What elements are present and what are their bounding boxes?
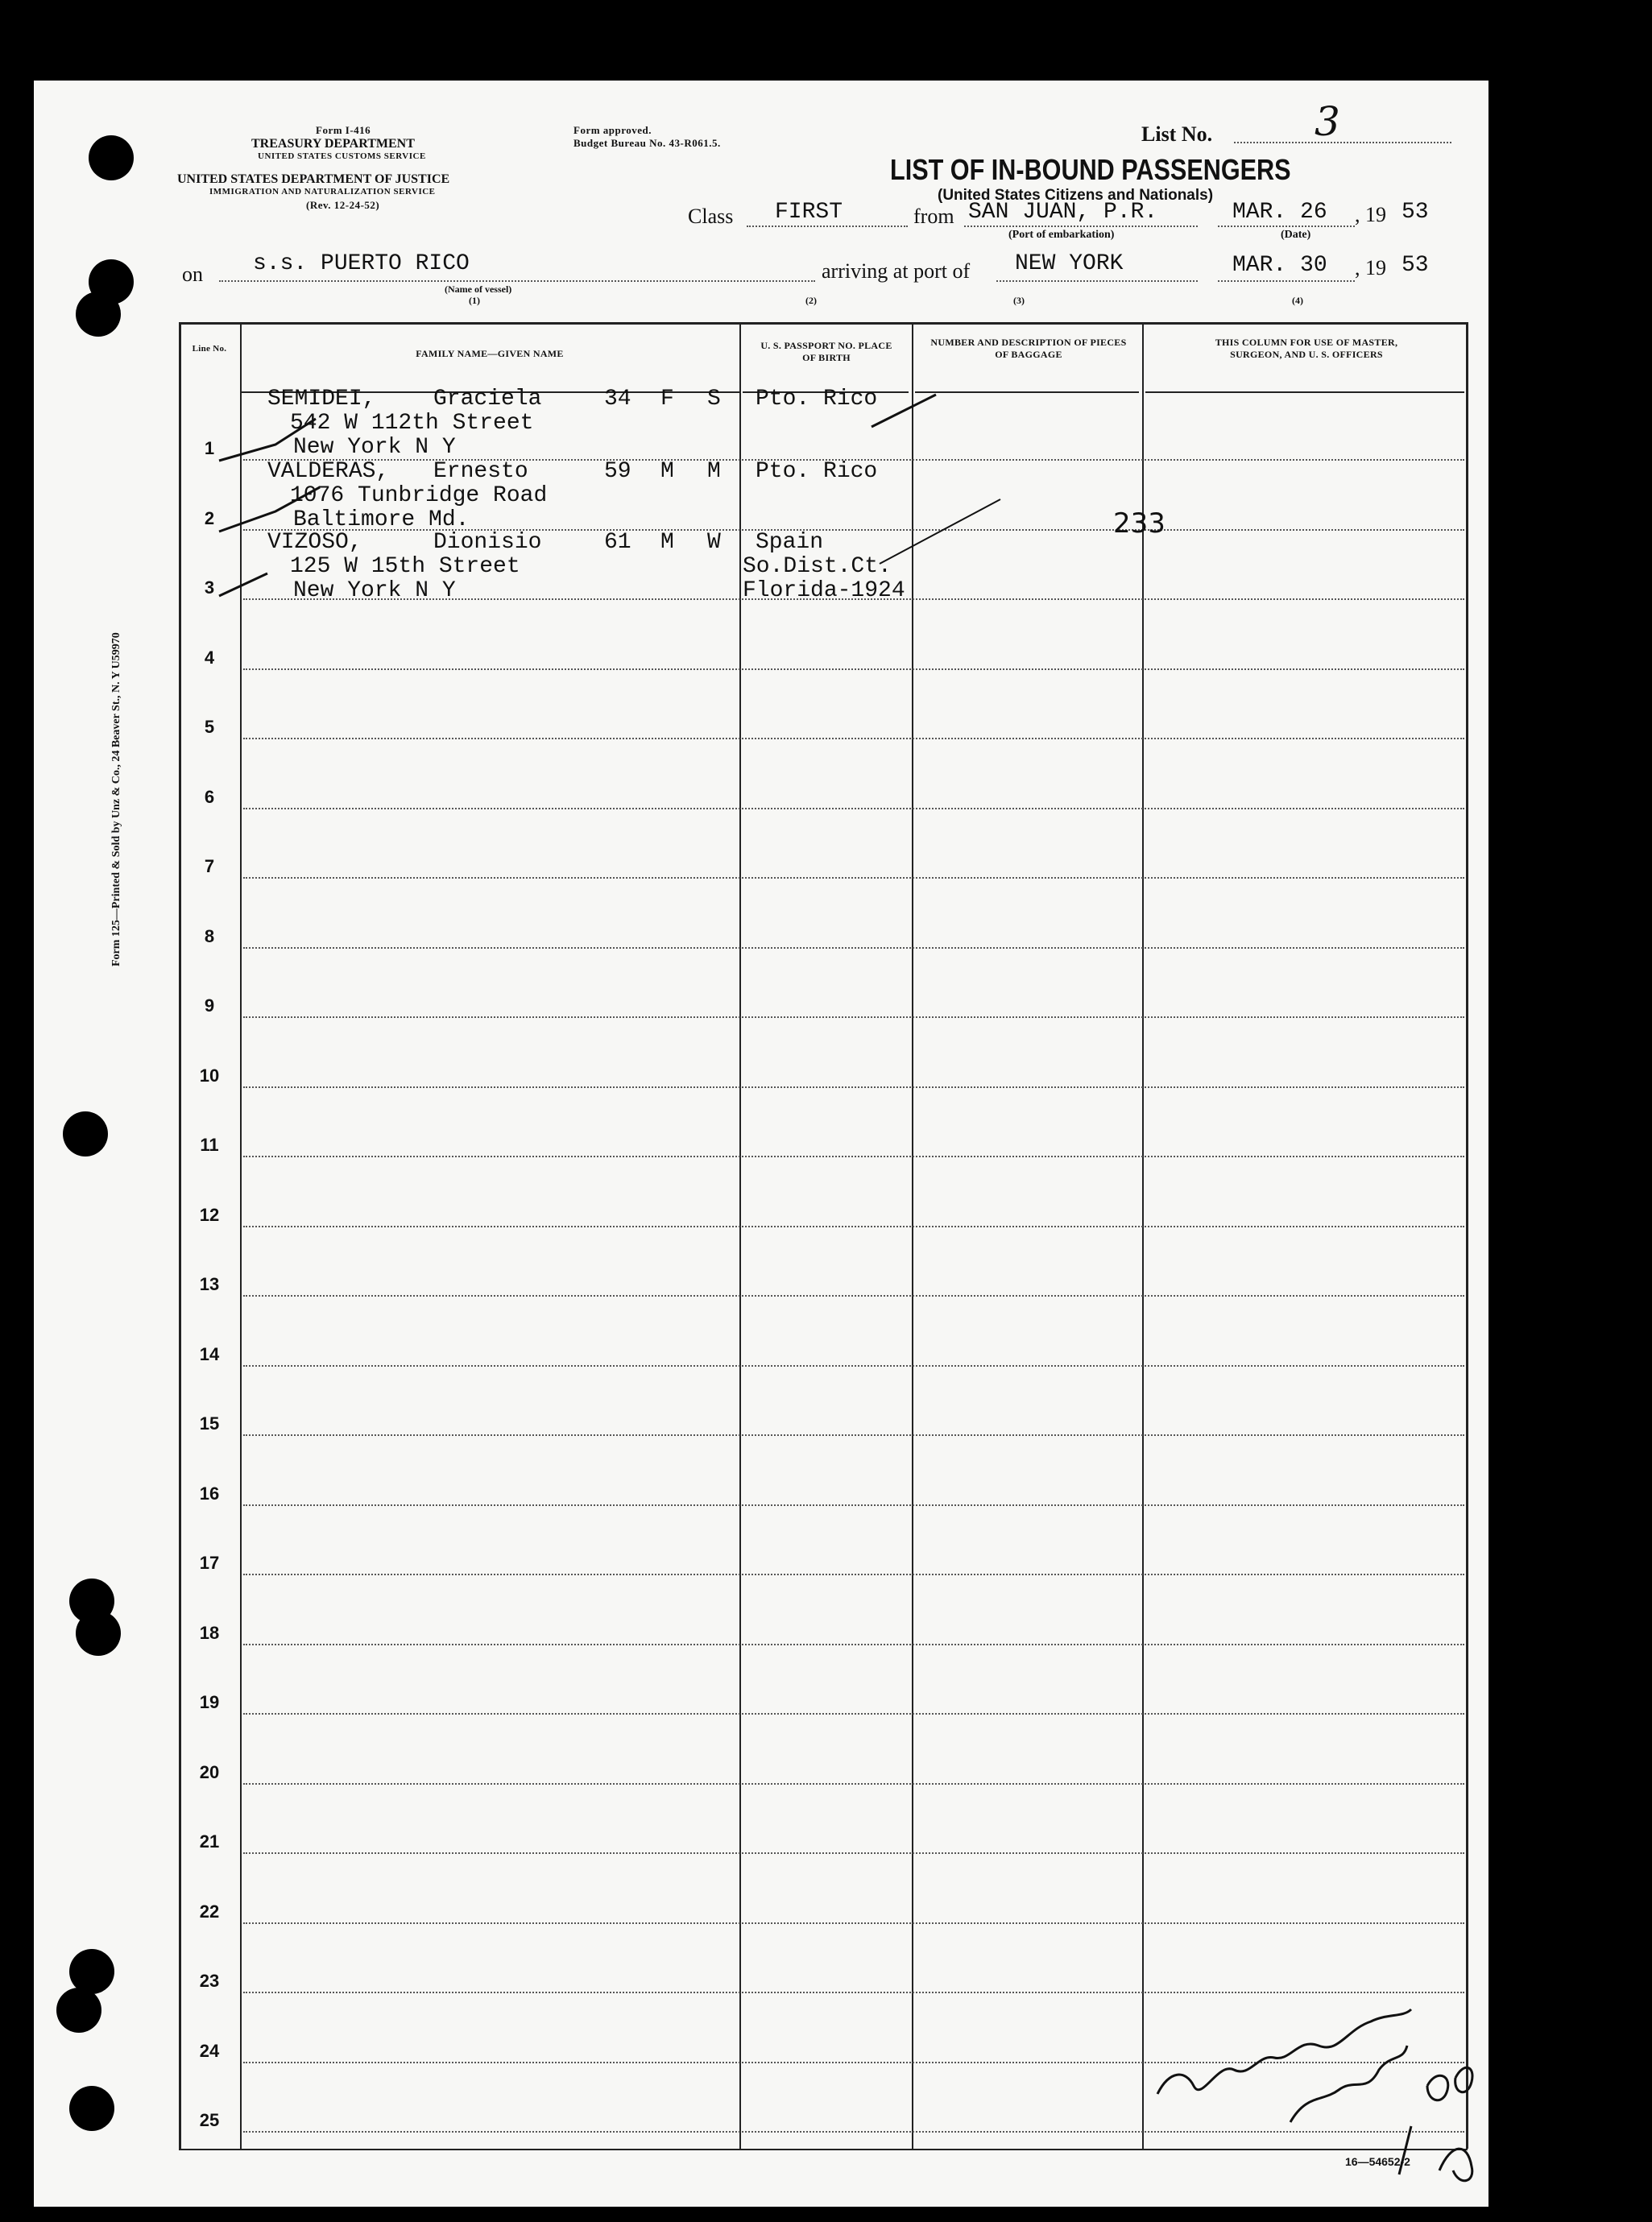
passenger-1-birthplace: Pto. Rico — [756, 387, 878, 412]
line-number: 17 — [199, 1553, 220, 1573]
passenger-1-given: Graciela — [433, 387, 542, 412]
page-subtitle: (United States Citizens and Nationals) — [938, 187, 1214, 204]
caption-2: (2) — [805, 295, 817, 306]
passenger-2-status: M — [707, 459, 721, 484]
passenger-2-sex: M — [660, 459, 674, 484]
arrival-port-value: NEW YORK — [1015, 251, 1124, 276]
passenger-1-status: S — [707, 387, 721, 412]
line-number: 18 — [199, 1623, 220, 1643]
line-number: 15 — [199, 1413, 220, 1434]
check-mark-icon — [219, 573, 267, 596]
year1-prefix: , 19 — [1355, 203, 1386, 226]
passenger-2-address1: 1076 Tunbridge Road — [290, 483, 548, 508]
passenger-3-birth-detail2: Florida-1924 — [743, 578, 905, 603]
passenger-2-given: Ernesto — [433, 459, 528, 484]
year2-value: 53 — [1402, 253, 1429, 278]
list-no-value: 3 — [1315, 98, 1340, 145]
header-baggage: NUMBER AND DESCRIPTION OF PIECES OF BAGGAGE — [930, 337, 1127, 360]
line-number: 16 — [199, 1483, 220, 1504]
line-number: 1 — [204, 438, 215, 458]
line-number: 23 — [199, 1971, 220, 1991]
line-number: 11 — [200, 1135, 219, 1155]
line-number: 10 — [199, 1065, 220, 1086]
customs-service: UNITED STATES CUSTOMS SERVICE — [258, 151, 426, 161]
line-number: 13 — [199, 1274, 220, 1294]
line-number: 7 — [204, 856, 215, 876]
line-number: 19 — [199, 1692, 220, 1712]
line-number: 25 — [199, 2110, 220, 2130]
class-value: FIRST — [775, 200, 843, 225]
passenger-3-birth-detail1: So.Dist.Ct. — [743, 554, 892, 579]
line-number: 2 — [204, 508, 215, 528]
line-number: 4 — [204, 648, 215, 668]
line-number: 12 — [199, 1205, 220, 1225]
vessel-value: s.s. PUERTO RICO — [253, 251, 470, 276]
passenger-1-address2: New York N Y — [293, 435, 456, 460]
revision-date: (Rev. 12-24-52) — [306, 199, 380, 211]
baggage-number: 233 — [1113, 507, 1166, 540]
passenger-1-age: 34 — [604, 387, 631, 412]
justice-department: UNITED STATES DEPARTMENT OF JUSTICE — [177, 172, 450, 186]
date-caption: (Date) — [1281, 229, 1311, 241]
passenger-2-birthplace: Pto. Rico — [756, 459, 878, 484]
passenger-3-status: W — [707, 530, 721, 555]
year2-prefix: , 19 — [1355, 256, 1386, 279]
class-label: Class — [688, 205, 734, 228]
passenger-3-address1: 125 W 15th Street — [290, 554, 520, 579]
check-mark-icon — [219, 487, 320, 532]
passenger-3-sex: M — [660, 530, 674, 555]
port-embark-caption: (Port of embarkation) — [1008, 229, 1115, 241]
check-mark-icon — [872, 395, 936, 427]
check-marks — [34, 81, 1488, 2207]
from-value: SAN JUAN, P.R. — [968, 200, 1158, 225]
passenger-3-age: 61 — [604, 530, 631, 555]
passenger-1-sex: F — [660, 387, 674, 412]
line-number: 5 — [204, 717, 215, 737]
form-number: Form I-416 — [316, 124, 371, 136]
passenger-2-address2: Baltimore Md. — [293, 507, 470, 532]
passenger-3-birthplace: Spain — [756, 530, 824, 555]
line-number: 8 — [204, 926, 215, 946]
treasury-department: TREASURY DEPARTMENT — [251, 137, 415, 151]
line-number: 22 — [199, 1901, 220, 1922]
header-name: FAMILY NAME—GIVEN NAME — [416, 348, 564, 359]
on-label: on — [182, 263, 203, 286]
passenger-2-name: VALDERAS, — [267, 459, 390, 484]
caption-1: (1) — [469, 295, 480, 306]
check-mark-icon — [219, 419, 316, 461]
date1-value: MAR. 26 — [1232, 200, 1327, 225]
page-title: LIST OF IN-BOUND PASSENGERS — [890, 153, 1291, 186]
passenger-2-age: 59 — [604, 459, 631, 484]
caption-4: (4) — [1292, 295, 1303, 306]
check-mark-icon — [880, 499, 1000, 564]
header-passport: U. S. PASSPORT NO. PLACE OF BIRTH — [760, 340, 892, 363]
side-imprint: Form 125—Printed & Sold by Unz & Co., 24 Beaver St., N. Y U59970 — [110, 632, 122, 966]
form-approved: Form approved. — [573, 124, 652, 136]
budget-bureau: Budget Bureau No. 43-R061.5. — [573, 137, 721, 149]
handwriting-scrawl — [1290, 2046, 1407, 2122]
line-number: 20 — [199, 1762, 220, 1782]
footer-code: 16—54652-2 — [1345, 2155, 1410, 2168]
line-number: 9 — [204, 995, 215, 1016]
passenger-3-name: VIZOSO, — [267, 530, 362, 555]
date2-value: MAR. 30 — [1232, 253, 1327, 278]
vessel-caption: (Name of vessel) — [445, 283, 512, 295]
line-number: 6 — [204, 787, 215, 807]
year1-value: 53 — [1402, 200, 1429, 225]
arriving-label: arriving at port of — [822, 259, 971, 283]
header-officers: THIS COLUMN FOR USE OF MASTER, SURGEON, AND U. S. OFFICERS — [1215, 337, 1398, 360]
line-number: 3 — [204, 577, 215, 598]
caption-3: (3) — [1013, 295, 1025, 306]
from-label: from — [913, 205, 954, 228]
passenger-1-name: SEMIDEI, — [267, 387, 376, 412]
line-number: 21 — [199, 1831, 220, 1852]
passenger-3-given: Dionisio — [433, 530, 542, 555]
passenger-1-address1: 542 W 112th Street — [290, 411, 534, 436]
passenger-list-page — [34, 81, 1488, 2207]
list-no-label: List No. — [1141, 122, 1213, 146]
passenger-3-address2: New York N Y — [293, 578, 456, 603]
header-line-no: Line No. — [192, 344, 227, 354]
line-number: 24 — [199, 2041, 220, 2061]
immigration-service: IMMIGRATION AND NATURALIZATION SERVICE — [209, 187, 436, 197]
line-number: 14 — [199, 1344, 220, 1364]
handwriting-scrawl — [1157, 2009, 1411, 2094]
